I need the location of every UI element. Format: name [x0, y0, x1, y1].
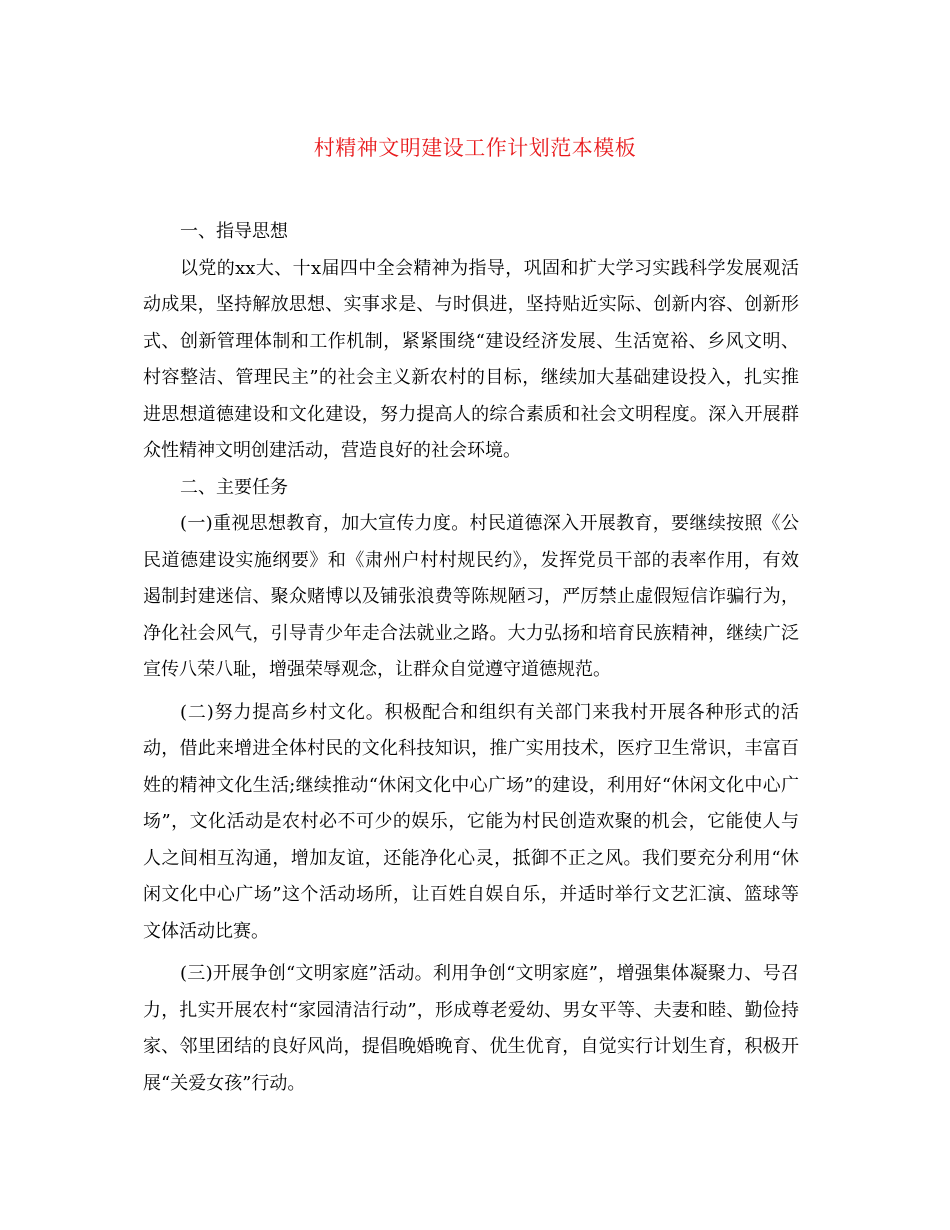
paragraph-task-3: (三)开展争创“文明家庭”活动。利用争创“文明家庭”，增强集体凝聚力、号召力，扎实开展农村“家园清洁行动”，形成尊老爱幼、男女平等、夫妻和睦、勤俭持家、邻里团结的良好风尚，提倡晚婚晚育、优生优育，自觉实行计划生育，积极开展“关爱女孩”行动。 — [143, 963, 799, 1094]
section-heading-guiding-ideology: 一、指导思想 — [180, 221, 288, 242]
paragraph-task-2: (二)努力提高乡村文化。积极配合和组织有关部门来我村开展各种形式的活动，借此来增进全体村民的文化科技知识，推广实用技术，医疗卫生常识，丰富百姓的精神文化生活;继续推动“休闲文化中心广场”的建设，利用好“休闲文化中心广场”，文化活动是农村必不可少的娱乐，它能为村民创造欢聚的机会，它能使人与人之间相互沟通，增加友谊，还能净化心灵，抵御不正之风。我们要充分利用“休闲文化中心广场”这个活动场所，让百姓自娱自乐，并适时举行文艺汇演、篮球等文体活动比赛。 — [143, 701, 799, 942]
paragraph-task-1: (一)重视思想教育，加大宣传力度。村民道德深入开展教育，要继续按照《公民道德建设实施纲要》和《肃州户村村规民约》，发挥党员干部的表率作用，有效遏制封建迷信、聚众赌博以及铺张浪费等陈规陋习，严厉禁止虚假短信诈骗行为，净化社会风气，引导青少年走合法就业之路。大力弘扬和培育民族精神，继续广泛宣传八荣八耻，增强荣辱观念，让群众自觉遵守道德规范。 — [143, 513, 799, 680]
paragraph-guiding-ideology: 以党的xx大、十x届四中全会精神为指导，巩固和扩大学习实践科学发展观活动成果，坚持解放思想、实事求是、与时俱进，坚持贴近实际、创新内容、创新形式、创新管理体制和工作机制，紧紧围绕“建设经济发展、生活宽裕、乡风文明、村容整洁、管理民主”的社会主义新农村的目标，继续加大基础建设投入，扎实推进思想道德建设和文化建设，努力提高人的综合素质和社会文明程度。深入开展群众性精神文明创建活动，营造良好的社会环境。 — [143, 257, 799, 461]
section-heading-main-tasks: 二、主要任务 — [180, 476, 288, 498]
document-body — [143, 214, 799, 1102]
document-title: 村精神文明建设工作计划范本模板 — [313, 136, 637, 160]
